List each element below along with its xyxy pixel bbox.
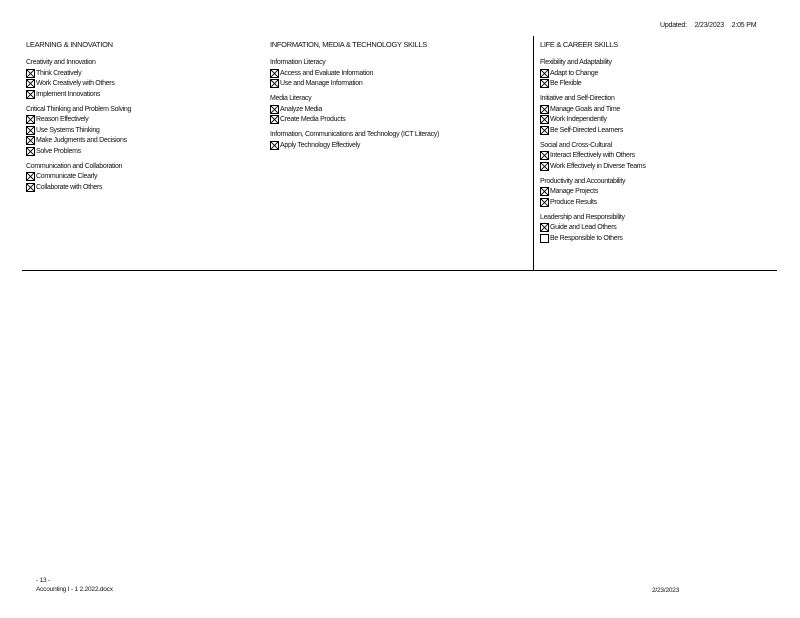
skill-group <box>26 162 266 193</box>
skill-group-title: Productivity and Accountability <box>540 177 626 185</box>
checked-box-icon[interactable] <box>540 223 549 232</box>
column-learning-innovation <box>26 36 266 270</box>
skill-group <box>270 94 534 125</box>
skill-item <box>540 68 773 79</box>
column-title: LIFE & CAREER SKILLS <box>540 40 618 49</box>
skill-item-label: Communicate Clearly <box>36 173 98 181</box>
skill-item <box>540 79 773 90</box>
skill-item-label: Produce Results <box>550 198 597 206</box>
skill-item-label: Apply Technology Effectively <box>280 141 361 149</box>
checked-box-icon[interactable] <box>540 69 549 78</box>
skill-group <box>540 177 773 208</box>
checked-box-icon[interactable] <box>270 69 279 78</box>
skill-group-title: Initiative and Self-Direction <box>540 95 615 102</box>
skill-group-title: Creativity and Innovation <box>26 59 96 66</box>
skill-item <box>540 104 773 115</box>
skill-item-label: Analyze Media <box>280 105 323 113</box>
skill-item <box>26 136 266 147</box>
column-life-career <box>533 36 773 270</box>
skill-group-title: Information Literacy <box>270 59 326 66</box>
column-title: LEARNING & INNOVATION <box>26 40 113 49</box>
checked-box-icon[interactable] <box>540 105 549 114</box>
skill-group-title: Flexibility and Adaptability <box>540 59 612 66</box>
skill-item-label: Guide and Lead Others <box>550 224 617 232</box>
checked-box-icon[interactable] <box>540 79 549 88</box>
skill-item <box>540 115 773 126</box>
skill-item <box>540 223 773 234</box>
skill-item <box>26 125 266 136</box>
footer-filename: Accounting I - 1 2.2022.docx <box>36 586 113 593</box>
skill-item <box>26 68 266 79</box>
skill-group <box>270 130 534 151</box>
checked-box-icon[interactable] <box>540 115 549 124</box>
skill-item-label: Create Media Products <box>280 116 346 124</box>
skill-item <box>540 161 773 172</box>
skill-group-title: Communication and Collaboration <box>26 162 123 170</box>
skill-item-label: Work Effectively in Diverse Teams <box>550 162 646 170</box>
skill-item <box>270 115 534 126</box>
skill-group-title: Media Literacy <box>270 95 312 102</box>
checked-box-icon[interactable] <box>26 126 35 135</box>
checked-box-icon[interactable] <box>540 126 549 135</box>
skill-item-label: Manage Goals and Time <box>550 105 620 113</box>
footer-left <box>36 576 113 594</box>
skill-item-label: Access and Evaluate Information <box>280 69 374 77</box>
skill-item-label: Use Systems Thinking <box>36 126 100 134</box>
checked-box-icon[interactable] <box>26 79 35 88</box>
skill-item <box>26 115 266 126</box>
checked-box-icon[interactable] <box>26 147 35 156</box>
skill-item-label: Solve Problems <box>36 147 81 155</box>
skill-item-label: Implement Innovations <box>36 90 101 98</box>
checked-box-icon[interactable] <box>270 141 279 150</box>
skill-item <box>26 172 266 183</box>
skill-item-label: Work Creatively with Others <box>36 80 115 88</box>
skill-item <box>270 140 534 151</box>
skill-item-label: Be Responsible to Others <box>550 234 623 242</box>
skill-item-label: Use and Manage Information <box>280 80 363 88</box>
updated-stamp <box>660 22 762 29</box>
checked-box-icon[interactable] <box>540 151 549 160</box>
checked-box-icon[interactable] <box>540 162 549 171</box>
checked-box-icon[interactable] <box>26 172 35 181</box>
skill-group-title: Critical Thinking and Problem Solving <box>26 105 132 113</box>
skill-item <box>270 104 534 115</box>
skill-item-label: Adapt to Change <box>550 69 599 77</box>
column-title: INFORMATION, MEDIA & TECHNOLOGY SKILLS <box>270 40 427 49</box>
checked-box-icon[interactable] <box>270 79 279 88</box>
skill-item-label: Work Independently <box>550 116 607 124</box>
skill-item-label: Collaborate with Others <box>36 183 103 191</box>
skill-group-title: Information, Communications and Technology (ICT Literacy) <box>270 131 440 138</box>
updated-time: 2:05 PM <box>731 22 757 29</box>
skill-group <box>540 213 773 244</box>
updated-date: 2/23/2023 <box>694 22 724 29</box>
skill-item <box>540 187 773 198</box>
skill-item-label: Be Self-Directed Learners <box>550 126 624 134</box>
footer-date: 2/23/2023 <box>652 587 680 594</box>
skill-item <box>540 151 773 162</box>
checked-box-icon[interactable] <box>26 69 35 78</box>
skill-item <box>26 79 266 90</box>
page-number: - 13 - <box>36 577 50 584</box>
skill-item-label: Interact Effectively with Others <box>550 152 635 160</box>
updated-label: Updated: <box>660 22 687 29</box>
skill-item <box>540 233 773 244</box>
skill-item <box>540 125 773 136</box>
checked-box-icon[interactable] <box>270 105 279 114</box>
column-information-media-technology <box>270 36 534 270</box>
skill-item <box>270 68 534 79</box>
skill-group <box>26 105 266 157</box>
skill-item <box>26 146 266 157</box>
skill-item <box>270 79 534 90</box>
skill-group-title: Leadership and Responsibility <box>540 213 625 221</box>
skills-table <box>22 36 777 271</box>
skill-item-label: Think Creatively <box>36 69 82 77</box>
skill-item <box>26 182 266 193</box>
checked-box-icon[interactable] <box>26 136 35 145</box>
skill-group <box>270 58 534 89</box>
empty-checkbox-icon[interactable] <box>540 234 549 243</box>
checked-box-icon[interactable] <box>540 198 549 207</box>
skill-item <box>26 89 266 100</box>
checked-box-icon[interactable] <box>540 187 549 196</box>
checked-box-icon[interactable] <box>26 90 35 99</box>
skill-group <box>26 58 266 100</box>
checked-box-icon[interactable] <box>26 183 35 192</box>
skill-item-label: Be Flexible <box>550 80 582 88</box>
skill-group <box>540 94 773 136</box>
skill-group <box>540 58 773 89</box>
skill-group <box>540 141 773 172</box>
skill-item-label: Reason Effectively <box>36 116 89 124</box>
skill-item-label: Manage Projects <box>550 188 599 196</box>
checked-box-icon[interactable] <box>26 115 35 124</box>
skill-item-label: Make Judgments and Decisions <box>36 137 127 145</box>
checked-box-icon[interactable] <box>270 115 279 124</box>
skill-group-title: Social and Cross-Cultural <box>540 141 612 149</box>
skill-item <box>540 197 773 208</box>
